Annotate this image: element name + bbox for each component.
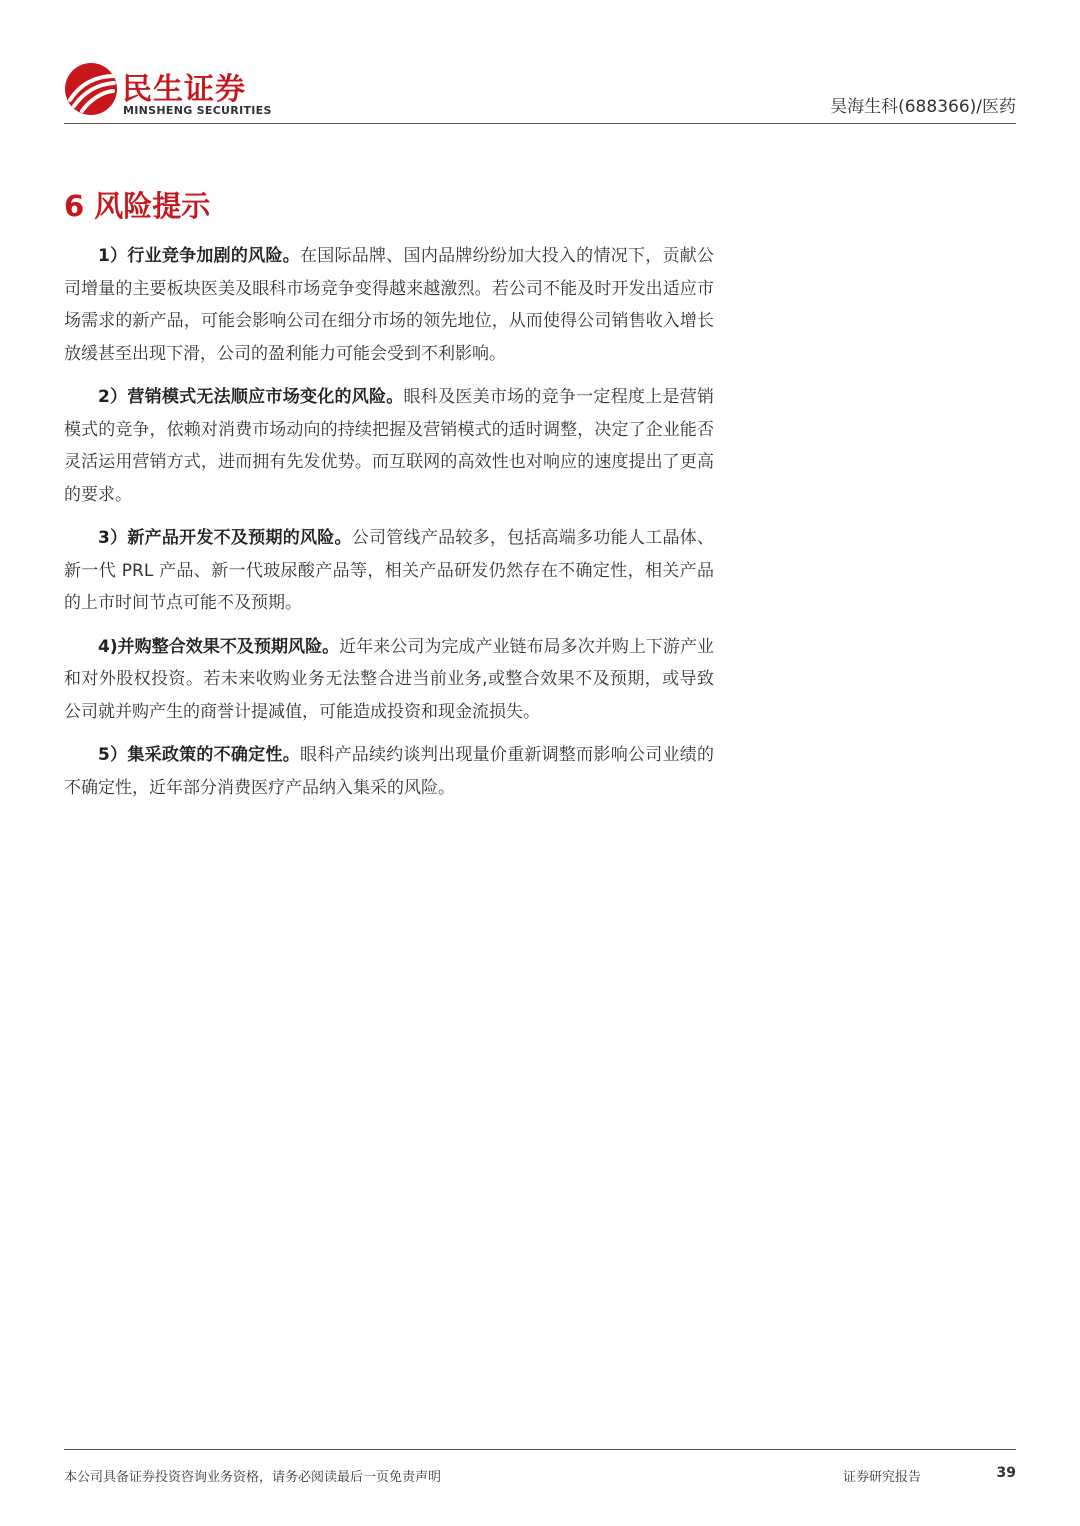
footer-disclaimer: 本公司具备证券投资咨询业务资格，请务必阅读最后一页免责声明 xyxy=(64,1470,442,1485)
risk-text: 眼科及医美市场的竞争一定程度上是营销模式的竞争，依赖对消费市场动向的持续把握及营销模式的适时调整，决定了企业能否灵活运用营销方式，进而拥有先发优势。而互联网的高效性也对响应的速度提出了更高的要求。 xyxy=(64,387,715,505)
report-tag: 昊海生科(688366)/医药 xyxy=(830,97,1016,117)
risk-text: 在国际品牌、国内品牌纷纷加大投入的情况下，贡献公司增量的主要板块医美及眼科市场竞争变得越来越激烈。若公司不能及时开发出适应市场需求的新产品，可能会影响公司在细分市场的领先地位，从而使得公司销售收入增长放缓甚至出现下滑，公司的盈利能力可能会受到不利影响。 xyxy=(64,246,715,364)
risk-item xyxy=(64,739,714,804)
logo-english-name: MINSHENG SECURITIES xyxy=(123,104,272,117)
risk-heading: 4)并购整合效果不及预期风险。 xyxy=(98,636,340,657)
section-title: 6 风险提示 xyxy=(64,189,211,223)
footer-divider xyxy=(64,1449,1016,1450)
minsheng-logo-icon xyxy=(64,62,118,116)
header-divider xyxy=(64,123,1016,124)
page-header xyxy=(64,56,1016,124)
risk-item xyxy=(64,631,714,729)
risk-text: 眼科产品续约谈判出现量价重新调整而影响公司业绩的不确定性，近年部分消费医疗产品纳入集采的风险。 xyxy=(64,745,715,798)
risk-text: 公司管线产品较多，包括高端多功能人工晶体、新一代 PRL 产品、新一代玻尿酸产品等，相关产品研发仍然存在不确定性，相关产品的上市时间节点可能不及预期。 xyxy=(64,528,715,613)
page-number: 39 xyxy=(996,1465,1016,1481)
risk-item xyxy=(64,381,714,511)
risk-heading: 3）新产品开发不及预期的风险。 xyxy=(98,528,352,548)
risk-text: 近年来公司为完成产业链布局多次并购上下游产业和对外股权投资。若未来收购业务无法整合进当前业务,或整合效果不及预期，或导致公司就并购产生的商誉计提减值，可能造成投资和现金流损失。 xyxy=(64,636,714,722)
logo-chinese-name: 民生证券 xyxy=(122,72,246,107)
risk-list xyxy=(64,240,714,815)
risk-heading: 2）营销模式无法顺应市场变化的风险。 xyxy=(98,387,404,407)
risk-item xyxy=(64,240,714,370)
risk-heading: 1）行业竞争加剧的风险。 xyxy=(98,246,300,266)
risk-item xyxy=(64,522,714,620)
risk-heading: 5）集采政策的不确定性。 xyxy=(98,745,300,765)
minsheng-logo xyxy=(64,62,272,120)
footer-report-type: 证券研究报告 xyxy=(843,1470,922,1485)
